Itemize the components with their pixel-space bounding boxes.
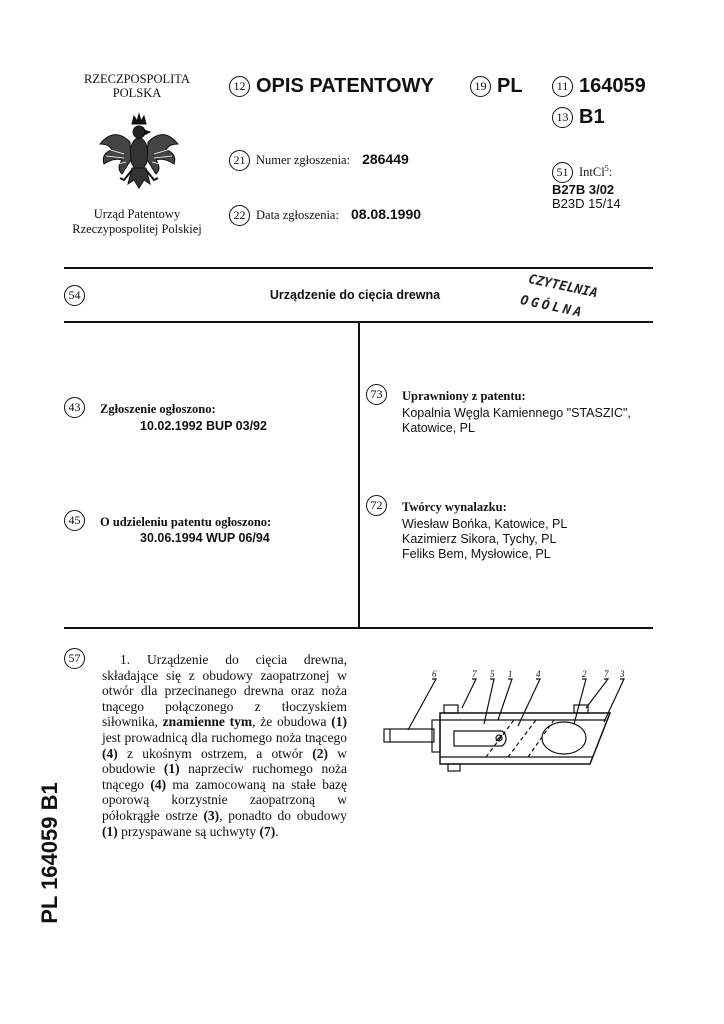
document-type: OPIS PATENTOWY: [256, 75, 434, 97]
inid-code-13: 13: [552, 107, 573, 128]
inid-code-21: 21: [229, 150, 250, 171]
publication-label: Zgłoszenie ogłoszono:: [100, 402, 216, 416]
int-class-row: [552, 162, 612, 183]
claim-text: 1. Urządzenie do cięcia drewna, składające się z obudowy zaopatrzonej w otwór dla przecinanego drewna oraz noża tnącego połączonego z tłoczyskiem siłownika, znamienne tym, że obudowa (1) jest prowadnicą dla ruchomego noża tnącego (4) z ukośnym ostrzem, a otwór (2) w obudowie (1) naprzeciw ruchomego noża tnącego (4) ma zamocowaną na stałe bazę oporową korzystnie zaopatrzoną w półokrągłe ostrze (3), ponadto do obudowy (1) przyspawane są uchwyty (7).: [102, 652, 348, 839]
inventors-label: Twórcy wynalazku:: [402, 500, 507, 514]
inventor: Kazimierz Sikora, Tychy, PL: [402, 532, 557, 546]
drawing-label: 7: [472, 669, 477, 679]
inventor: Feliks Bem, Mysłowice, PL: [402, 547, 551, 561]
application-number-label: Numer zgłoszenia:: [256, 153, 351, 167]
inid-code-73: 73: [366, 384, 387, 405]
drawing-label: 2: [582, 669, 587, 679]
holder-label: Uprawniony z patentu:: [402, 389, 526, 403]
technical-drawing: [378, 668, 638, 778]
library-stamp: [518, 272, 610, 322]
side-patent-id: PL 164059 B1: [37, 782, 62, 924]
country-code-heading: [470, 75, 523, 98]
holder-value: Kopalnia Węgla Kamiennego "STASZIC", Katowice, PL: [402, 406, 631, 435]
inid-code-12: 12: [229, 76, 250, 97]
ipc-code: B23D 15/14: [552, 196, 621, 211]
divider-bottom: [64, 627, 653, 629]
stamp-line-1: CZYTELNIA: [526, 272, 599, 302]
abstract-code: [64, 648, 85, 669]
inventors-code: [366, 495, 387, 516]
kind-code: B1: [579, 106, 605, 128]
inid-code-51: 51: [552, 162, 573, 183]
doc-type-heading: [229, 75, 434, 98]
drawing-label: 4: [536, 669, 541, 679]
drawing-label: 3: [620, 669, 625, 679]
filing-date-row: [229, 205, 421, 226]
country-code: PL: [497, 75, 523, 97]
inid-code-22: 22: [229, 205, 250, 226]
inid-code-19: 19: [470, 76, 491, 97]
patent-number: 164059: [579, 75, 646, 97]
int-class-list: [552, 183, 621, 211]
column-divider: [358, 321, 360, 627]
holder-code: [366, 384, 387, 405]
ipc-code: B27B 3/02: [552, 182, 615, 197]
divider-top: [64, 267, 653, 269]
drawing-label: 5: [490, 669, 495, 679]
inventors-list: [402, 517, 567, 562]
stamp-line-2: OGÓLNA: [518, 293, 586, 322]
publication-value: 10.02.1992 BUP 03/92: [140, 419, 267, 433]
publication-code: [64, 397, 85, 418]
patent-number-heading: [552, 75, 646, 98]
application-number: 286449: [362, 151, 409, 167]
inventor: Wiesław Bońka, Katowice, PL: [402, 517, 568, 531]
inid-code-45: 45: [64, 510, 85, 531]
grant-code: [64, 510, 85, 531]
country-name: RZECZPOSPOLITA POLSKA: [84, 72, 190, 100]
drawing-label: 6: [432, 669, 437, 679]
drawing-label: 1: [508, 669, 513, 679]
inid-code-43: 43: [64, 397, 85, 418]
filing-date-label: Data zgłoszenia:: [256, 208, 339, 222]
title-code: [64, 285, 85, 306]
grant-value: 30.06.1994 WUP 06/94: [140, 531, 270, 545]
inid-code-54: 54: [64, 285, 85, 306]
invention-title: Urządzenie do cięcia drewna: [269, 288, 441, 302]
filing-date: 08.08.1990: [350, 206, 422, 222]
application-number-row: [229, 150, 409, 171]
patent-office-name: Urząd Patentowy Rzeczypospolitej Polskiej: [72, 207, 202, 236]
eagle-emblem-icon: [94, 110, 184, 198]
inid-code-57: 57: [64, 648, 85, 669]
kind-code-heading: [552, 106, 605, 129]
inid-code-72: 72: [366, 495, 387, 516]
drawing-label: 7: [604, 669, 609, 679]
inid-code-11: 11: [552, 76, 573, 97]
grant-label: O udzieleniu patentu ogłoszono:: [100, 515, 272, 529]
int-class-label: IntCl$^5$:: [579, 163, 613, 179]
